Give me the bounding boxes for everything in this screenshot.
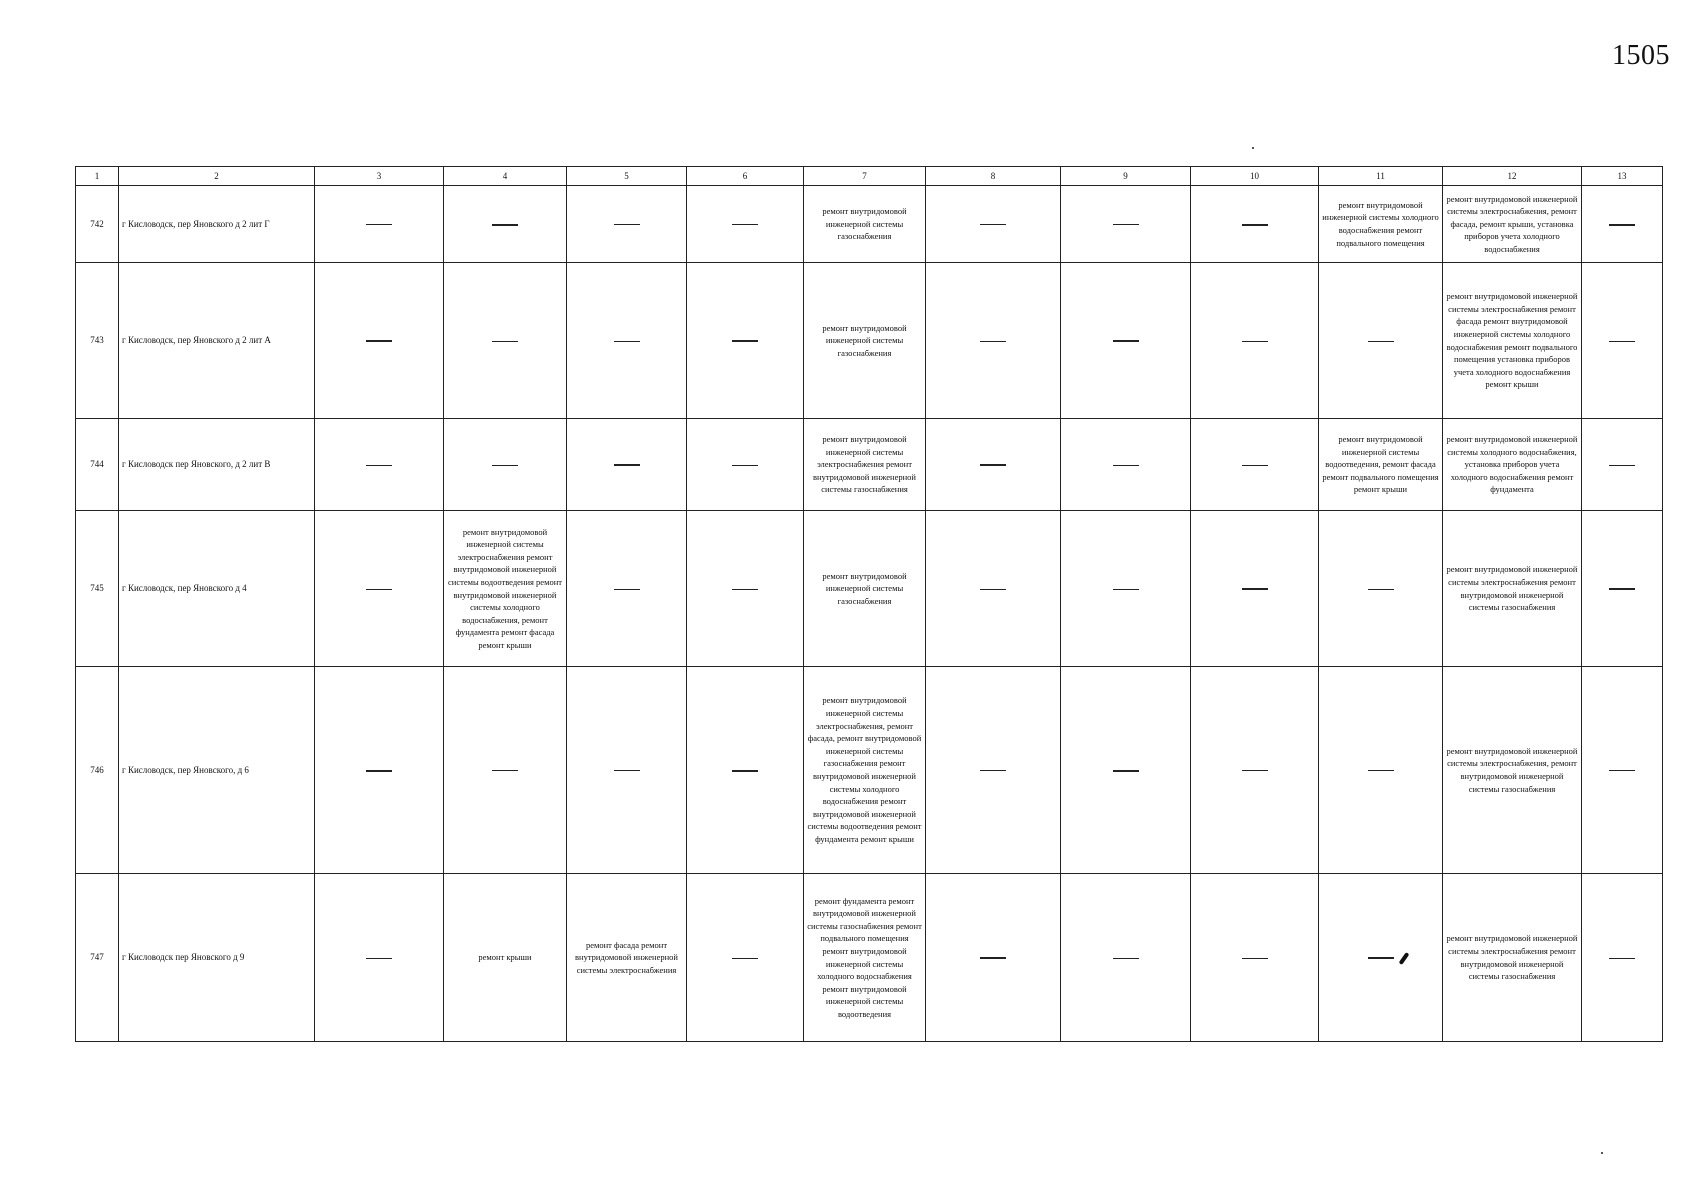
dash-mark: [732, 770, 758, 772]
dash-mark: [1113, 340, 1139, 342]
empty-dash-cell: [567, 419, 687, 511]
dash-mark: [366, 465, 392, 466]
empty-dash-cell: [1191, 186, 1319, 263]
dash-mark: [732, 224, 758, 225]
dash-mark: [1113, 465, 1139, 466]
work-type-cell: ремонт внутридомовой инженерной системы электроснабжения, ремонт фасада, ремонт внутридомовой инженерной системы газоснабжения ремонт внутридомовой инженерной системы холодного водоснабжения ремонт внутридомовой инженерной системы водоотведения ремонт фундамента ремонт крыши: [804, 667, 926, 874]
empty-dash-cell: [1582, 511, 1663, 667]
table-row: [76, 511, 1663, 667]
dash-mark: [1242, 341, 1268, 342]
dash-mark: [1242, 224, 1268, 226]
empty-dash-cell: [444, 186, 567, 263]
row-number-cell: 747: [76, 874, 119, 1042]
dash-mark: [1113, 224, 1139, 225]
address-cell: г Кисловодск, пер Яновского д 2 лит Г: [119, 186, 315, 263]
dash-mark: [1113, 589, 1139, 590]
empty-dash-cell: [1191, 511, 1319, 667]
empty-dash-cell: [687, 419, 804, 511]
empty-dash-cell: [1582, 419, 1663, 511]
dash-mark: [1113, 770, 1139, 772]
empty-dash-cell: [444, 667, 567, 874]
dash-mark: [1242, 958, 1268, 959]
dash-mark: [1609, 341, 1635, 342]
dash-mark: [1368, 589, 1394, 590]
dash-mark: [614, 341, 640, 342]
empty-dash-cell: [567, 511, 687, 667]
column-header: 10: [1191, 167, 1319, 186]
dash-mark: [980, 464, 1006, 466]
dash-mark: [614, 464, 640, 466]
dash-mark: [1242, 588, 1268, 590]
dash-mark: [980, 224, 1006, 225]
column-header: 3: [315, 167, 444, 186]
empty-dash-cell: [567, 667, 687, 874]
table-row: [76, 667, 1663, 874]
work-type-cell: ремонт внутридомовой инженерной системы электроснабжения ремонт внутридомовой инженерной системы газоснабжения: [804, 419, 926, 511]
work-type-cell: ремонт внутридомовой инженерной системы холодного водоснабжения, установка приборов учета холодного водоснабжения ремонт фундамента: [1443, 419, 1582, 511]
empty-dash-cell: [444, 419, 567, 511]
empty-dash-cell: [1061, 263, 1191, 419]
empty-dash-cell: [926, 186, 1061, 263]
column-header: 12: [1443, 167, 1582, 186]
empty-dash-cell: [1191, 874, 1319, 1042]
work-type-cell: ремонт внутридомовой инженерной системы холодного водоснабжения ремонт подвального помещения: [1319, 186, 1443, 263]
empty-dash-cell: [926, 419, 1061, 511]
dash-mark: [614, 589, 640, 590]
scan-speck: [1252, 147, 1254, 149]
empty-dash-cell: [926, 511, 1061, 667]
work-type-cell: ремонт крыши: [444, 874, 567, 1042]
empty-dash-cell: [1191, 263, 1319, 419]
dash-mark: [980, 589, 1006, 590]
table-body: [76, 186, 1663, 1042]
table-row: [76, 874, 1663, 1042]
dash-mark: [492, 341, 518, 342]
table-row: [76, 186, 1663, 263]
dash-mark: [732, 589, 758, 590]
dash-mark: [366, 340, 392, 342]
empty-dash-cell: [687, 511, 804, 667]
work-type-cell: ремонт внутридомовой инженерной системы электроснабжения, ремонт внутридомовой инженерной системы газоснабжения: [1443, 667, 1582, 874]
dash-mark: [1113, 958, 1139, 959]
empty-dash-cell: [1582, 263, 1663, 419]
address-cell: г Кисловодск, пер Яновского д 2 лит А: [119, 263, 315, 419]
address-cell: г Кисловодск, пер Яновского д 4: [119, 511, 315, 667]
work-type-cell: ремонт внутридомовой инженерной системы газоснабжения: [804, 263, 926, 419]
work-type-cell: ремонт фундамента ремонт внутридомовой инженерной системы газоснабжения ремонт подвального помещения ремонт внутридомовой инженерной системы холодного водоснабжения ремонт внутридомовой инженерной системы водоотведения: [804, 874, 926, 1042]
dash-mark: [1368, 341, 1394, 342]
dash-mark: [492, 224, 518, 226]
row-number-cell: 743: [76, 263, 119, 419]
empty-dash-cell: [1582, 186, 1663, 263]
empty-dash-cell: [687, 186, 804, 263]
address-cell: г Кисловодск, пер Яновского, д 6: [119, 667, 315, 874]
empty-dash-cell: [315, 186, 444, 263]
work-type-cell: ремонт внутридомовой инженерной системы газоснабжения: [804, 511, 926, 667]
work-type-cell: ремонт внутридомовой инженерной системы водоотведения, ремонт фасада ремонт подвального помещения ремонт крыши: [1319, 419, 1443, 511]
column-header: 7: [804, 167, 926, 186]
dash-mark: [1242, 465, 1268, 466]
dash-mark: [1609, 770, 1635, 771]
row-number-cell: 746: [76, 667, 119, 874]
empty-dash-cell: [567, 186, 687, 263]
empty-dash-cell: [1061, 511, 1191, 667]
empty-dash-cell: [444, 263, 567, 419]
empty-dash-cell: [926, 263, 1061, 419]
dash-mark: [1609, 588, 1635, 590]
empty-dash-cell: [1061, 186, 1191, 263]
dash-mark: [980, 957, 1006, 959]
dash-mark: [732, 465, 758, 466]
empty-dash-cell: [687, 667, 804, 874]
column-header: 11: [1319, 167, 1443, 186]
column-header: 5: [567, 167, 687, 186]
dash-mark: [1609, 465, 1635, 466]
column-header: 13: [1582, 167, 1663, 186]
column-header: 4: [444, 167, 567, 186]
empty-dash-cell: [1582, 874, 1663, 1042]
dash-mark: [492, 465, 518, 466]
dash-mark: [366, 224, 392, 225]
empty-dash-cell: [1319, 874, 1443, 1042]
dash-mark: [366, 770, 392, 772]
address-cell: г Кисловодск пер Яновского, д 2 лит В: [119, 419, 315, 511]
dash-mark: [614, 224, 640, 225]
column-header: 8: [926, 167, 1061, 186]
row-number-cell: 745: [76, 511, 119, 667]
work-type-cell: ремонт фасада ремонт внутридомовой инженерной системы электроснабжения: [567, 874, 687, 1042]
page-number: 1505: [1612, 40, 1670, 71]
empty-dash-cell: [926, 874, 1061, 1042]
dash-mark: [1609, 224, 1635, 226]
header-row: [76, 167, 1663, 186]
dash-mark: [1242, 770, 1268, 771]
empty-dash-cell: [1319, 263, 1443, 419]
row-number-cell: 744: [76, 419, 119, 511]
dash-mark: [492, 770, 518, 771]
empty-dash-cell: [315, 667, 444, 874]
table-row: [76, 419, 1663, 511]
row-number-cell: 742: [76, 186, 119, 263]
work-type-cell: ремонт внутридомовой инженерной системы электроснабжения ремонт внутридомовой инженерной системы газоснабжения: [1443, 511, 1582, 667]
dash-mark: [1609, 958, 1635, 959]
dash-mark: [366, 958, 392, 959]
empty-dash-cell: [315, 419, 444, 511]
column-header: 9: [1061, 167, 1191, 186]
dash-mark: [614, 770, 640, 771]
dash-mark: [732, 958, 758, 959]
address-cell: г Кисловодск пер Яновского д 9: [119, 874, 315, 1042]
empty-dash-cell: [567, 263, 687, 419]
table-row: [76, 263, 1663, 419]
work-type-cell: ремонт внутридомовой инженерной системы электроснабжения, ремонт фасада, ремонт крыши, установка приборов учета холодного водоснабжения: [1443, 186, 1582, 263]
repair-schedule-table: [75, 166, 1663, 1042]
scan-speck: [1601, 1152, 1603, 1154]
column-header: 2: [119, 167, 315, 186]
empty-dash-cell: [1191, 419, 1319, 511]
dash-mark: [1368, 770, 1394, 771]
empty-dash-cell: [926, 667, 1061, 874]
empty-dash-cell: [1582, 667, 1663, 874]
column-header: 6: [687, 167, 804, 186]
empty-dash-cell: [687, 874, 804, 1042]
column-header: 1: [76, 167, 119, 186]
work-type-cell: ремонт внутридомовой инженерной системы электроснабжения ремонт внутридомовой инженерной системы водоотведения ремонт внутридомовой инженерной системы холодного водоснабжения, ремонт фундамента ремонт фасада ремонт крыши: [444, 511, 567, 667]
empty-dash-cell: [1061, 667, 1191, 874]
empty-dash-cell: [315, 511, 444, 667]
empty-dash-cell: [1319, 667, 1443, 874]
work-type-cell: ремонт внутридомовой инженерной системы газоснабжения: [804, 186, 926, 263]
dash-mark: [980, 770, 1006, 771]
dash-mark: [732, 340, 758, 342]
empty-dash-cell: [1061, 874, 1191, 1042]
empty-dash-cell: [1191, 667, 1319, 874]
empty-dash-cell: [1061, 419, 1191, 511]
dash-mark: [1368, 957, 1394, 959]
dash-mark: [980, 341, 1006, 342]
empty-dash-cell: [315, 874, 444, 1042]
work-type-cell: ремонт внутридомовой инженерной системы электроснабжения ремонт фасада ремонт внутридомовой инженерной системы холодного водоснабжения ремонт подвального помещения установка приборов учета холодного водоснабжения ремонт крыши: [1443, 263, 1582, 419]
empty-dash-cell: [687, 263, 804, 419]
empty-dash-cell: [1319, 511, 1443, 667]
work-type-cell: ремонт внутридомовой инженерной системы электроснабжения ремонт внутридомовой инженерной системы газоснабжения: [1443, 874, 1582, 1042]
dash-mark: [366, 589, 392, 590]
empty-dash-cell: [315, 263, 444, 419]
